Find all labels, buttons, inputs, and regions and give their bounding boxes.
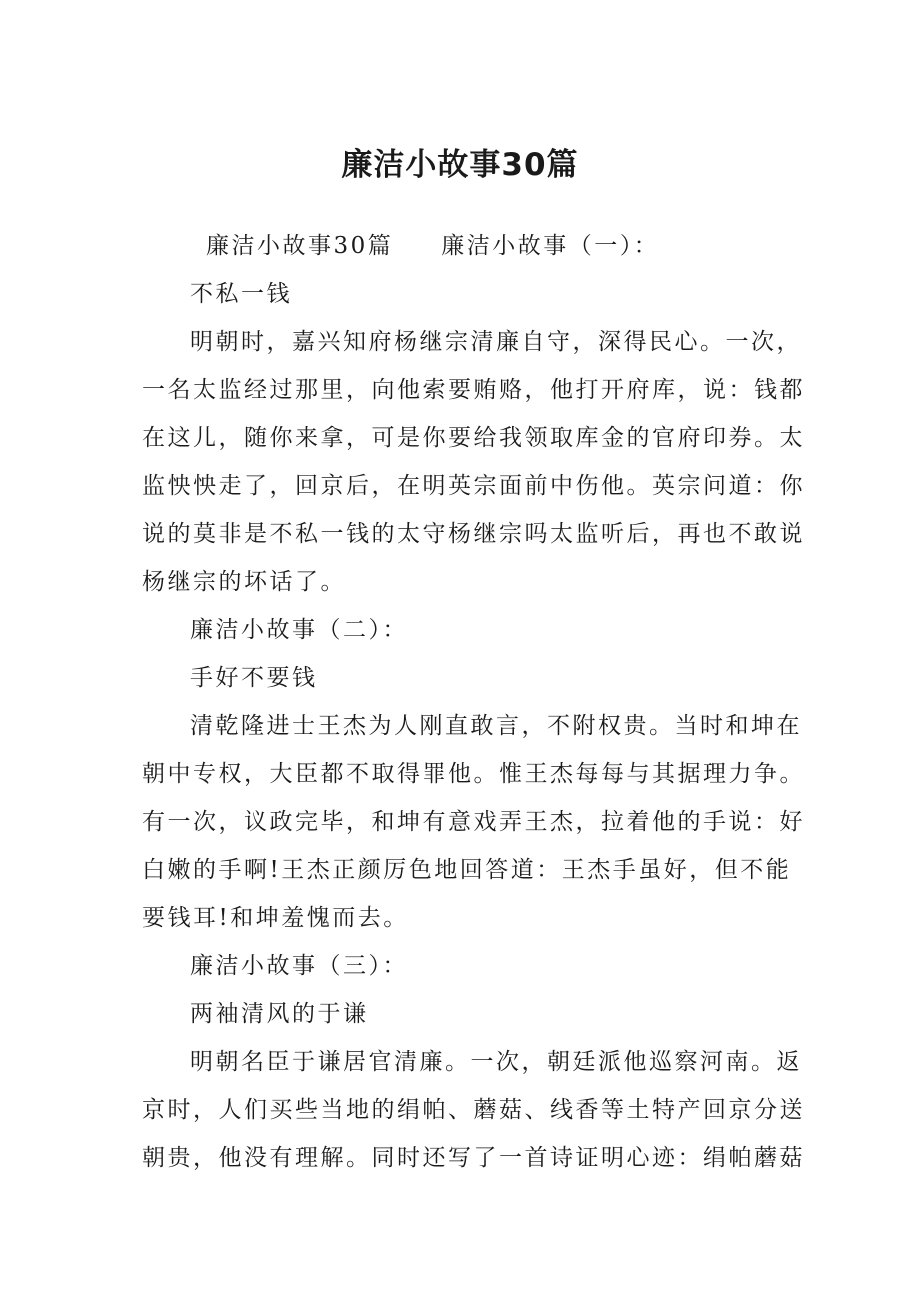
story-2-paragraph-line: 清乾隆进士王杰为人刚直敢言，不附权贵。当时和坤在 bbox=[190, 713, 802, 739]
story-3-paragraph-line: 明朝名臣于谦居官清廉。一次，朝廷派他巡察河南。返 bbox=[190, 1049, 802, 1075]
story-3-heading: 廉洁小故事（三）： bbox=[190, 953, 408, 979]
story-2-paragraph-line: 要钱耳!和坤羞愧而去。 bbox=[142, 905, 409, 931]
story-2-title: 手好不要钱 bbox=[190, 665, 318, 691]
story-2-paragraph-line: 朝中专权，大臣都不取得罪他。惟王杰每每与其据理力争。 bbox=[142, 761, 805, 787]
document-body bbox=[142, 222, 805, 1182]
story-3-title: 两袖清风的于谦 bbox=[190, 1001, 369, 1027]
intro-line bbox=[142, 222, 782, 270]
story-1-paragraph-line: 杨继宗的坏话了。 bbox=[142, 569, 346, 595]
story-1-title: 不私一钱 bbox=[190, 281, 292, 307]
story-1-paragraph-line: 说的莫非是不私一钱的太守杨继宗吗太监听后，再也不敢说 bbox=[142, 521, 805, 547]
story-1-paragraph-line: 监怏怏走了，回京后，在明英宗面前中伤他。英宗问道：你 bbox=[142, 473, 805, 499]
story-2-paragraph-line: 有一次，议政完毕，和坤有意戏弄王杰，拉着他的手说：好 bbox=[142, 809, 805, 835]
story-3-paragraph-line: 朝贵，他没有理解。同时还写了一首诗证明心迹：绢帕蘑菇 bbox=[142, 1145, 805, 1171]
document-title: 廉洁小故事30篇 bbox=[341, 147, 579, 183]
story-1-paragraph-line: 一名太监经过那里，向他索要贿赂，他打开府库，说：钱都 bbox=[142, 377, 805, 403]
intro-heading: 廉洁小故事30篇 bbox=[206, 233, 394, 259]
story-2-paragraph-line: 白嫩的手啊!王杰正颜厉色地回答道：王杰手虽好，但不能 bbox=[142, 857, 792, 883]
story-1-paragraph-line: 明朝时，嘉兴知府杨继宗清廉自守，深得民心。一次， bbox=[190, 329, 802, 355]
story-3-paragraph-line: 京时，人们买些当地的绢帕、蘑菇、线香等土特产回京分送 bbox=[142, 1097, 805, 1123]
story-1-paragraph-line: 在这儿，随你来拿，可是你要给我领取库金的官府印券。太 bbox=[142, 425, 805, 451]
story-2-heading: 廉洁小故事（二）： bbox=[190, 617, 408, 643]
intro-subheading: 廉洁小故事（一）： bbox=[441, 233, 660, 259]
